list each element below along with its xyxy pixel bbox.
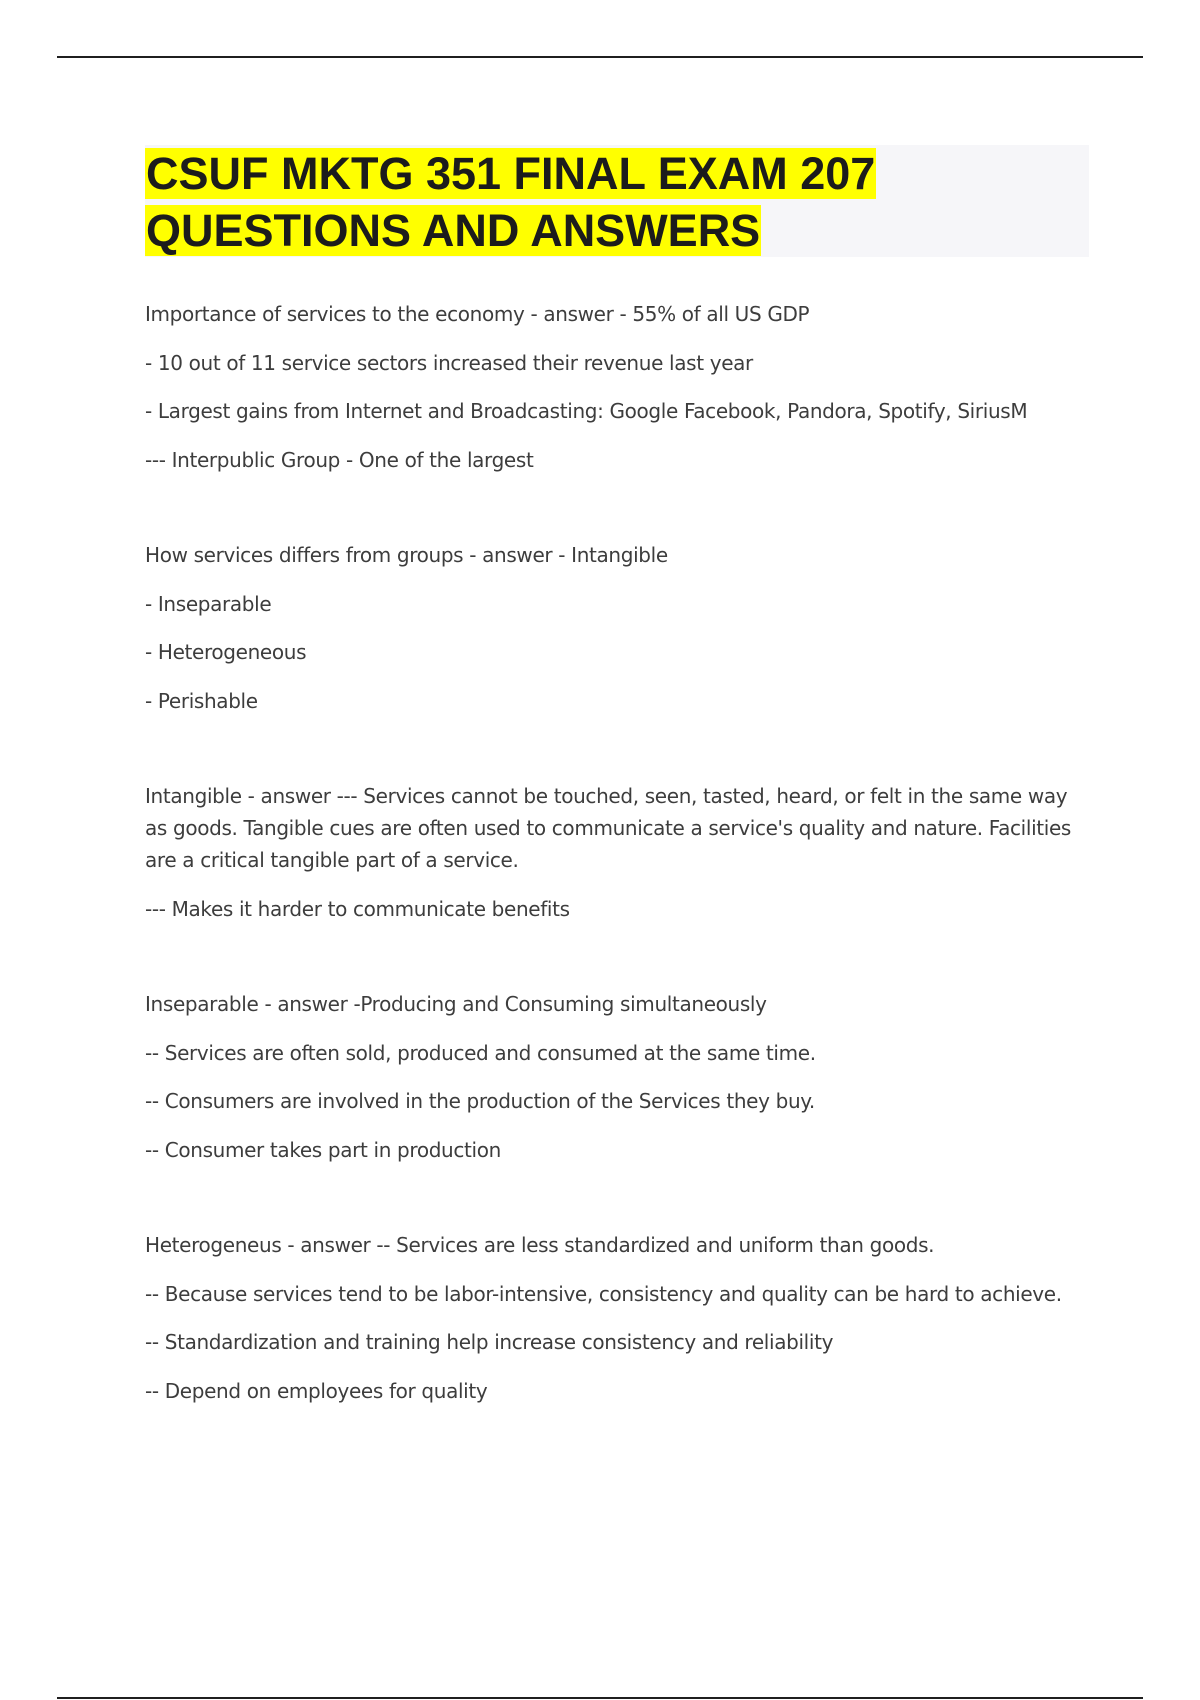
section-gap	[145, 1182, 1090, 1229]
section-economy	[145, 298, 1090, 476]
section-inseparable	[145, 988, 1090, 1166]
text-line: Importance of services to the economy - answer - 55% of all US GDP	[145, 302, 810, 326]
document-body	[145, 298, 1090, 1423]
title-line-1: CSUF MKTG 351 FINAL EXAM 207	[146, 148, 876, 199]
title-block	[145, 145, 1089, 257]
text-line: Inseparable - answer -Producing and Consuming simultaneously	[145, 992, 767, 1016]
text-line: -- Consumer takes part in production	[145, 1137, 501, 1162]
text-line: --- Interpublic Group - One of the largest	[145, 447, 534, 472]
page-title	[145, 145, 1089, 259]
text-line: -- Because services tend to be labor-intensive, consistency and quality can be hard to achieve.	[145, 1281, 1062, 1306]
text-line: Heterogeneus - answer -- Services are less standardized and uniform than goods.	[145, 1233, 935, 1257]
section-intangible	[145, 780, 1090, 925]
title-line-2: QUESTIONS AND ANSWERS	[146, 205, 761, 256]
text-line: -- Services are often sold, produced and consumed at the same time.	[145, 1040, 816, 1065]
text-line: -- Depend on employees for quality	[145, 1378, 488, 1403]
text-line: - Heterogeneous	[145, 640, 307, 664]
text-paragraph: Intangible - answer --- Services cannot be touched, seen, tasted, heard, or felt in the same way as goods. Tangible cues are often used to communicate a service's quality and nature. Facilities are a critical tangible part of a service.	[145, 784, 1072, 872]
text-line: - Inseparable	[145, 591, 272, 616]
text-line: - Largest gains from Internet and Broadcasting: Google Facebook, Pandora, Spotify, SiriusM	[145, 399, 1028, 423]
top-rule	[57, 56, 1143, 58]
text-line: -- Consumers are involved in the production of the Services they buy.	[145, 1089, 815, 1113]
section-gap	[145, 941, 1090, 988]
section-heterogeneous	[145, 1229, 1090, 1407]
text-line: - Perishable	[145, 688, 258, 713]
section-gap	[145, 492, 1090, 539]
section-differences	[145, 539, 1090, 717]
section-gap	[145, 733, 1090, 780]
bottom-rule	[57, 1697, 1143, 1699]
text-line: - 10 out of 11 service sectors increased their revenue last year	[145, 350, 753, 375]
text-line: How services differs from groups - answer - Intangible	[145, 543, 668, 567]
text-line: --- Makes it harder to communicate benefits	[145, 896, 570, 921]
text-line: -- Standardization and training help increase consistency and reliability	[145, 1330, 834, 1354]
